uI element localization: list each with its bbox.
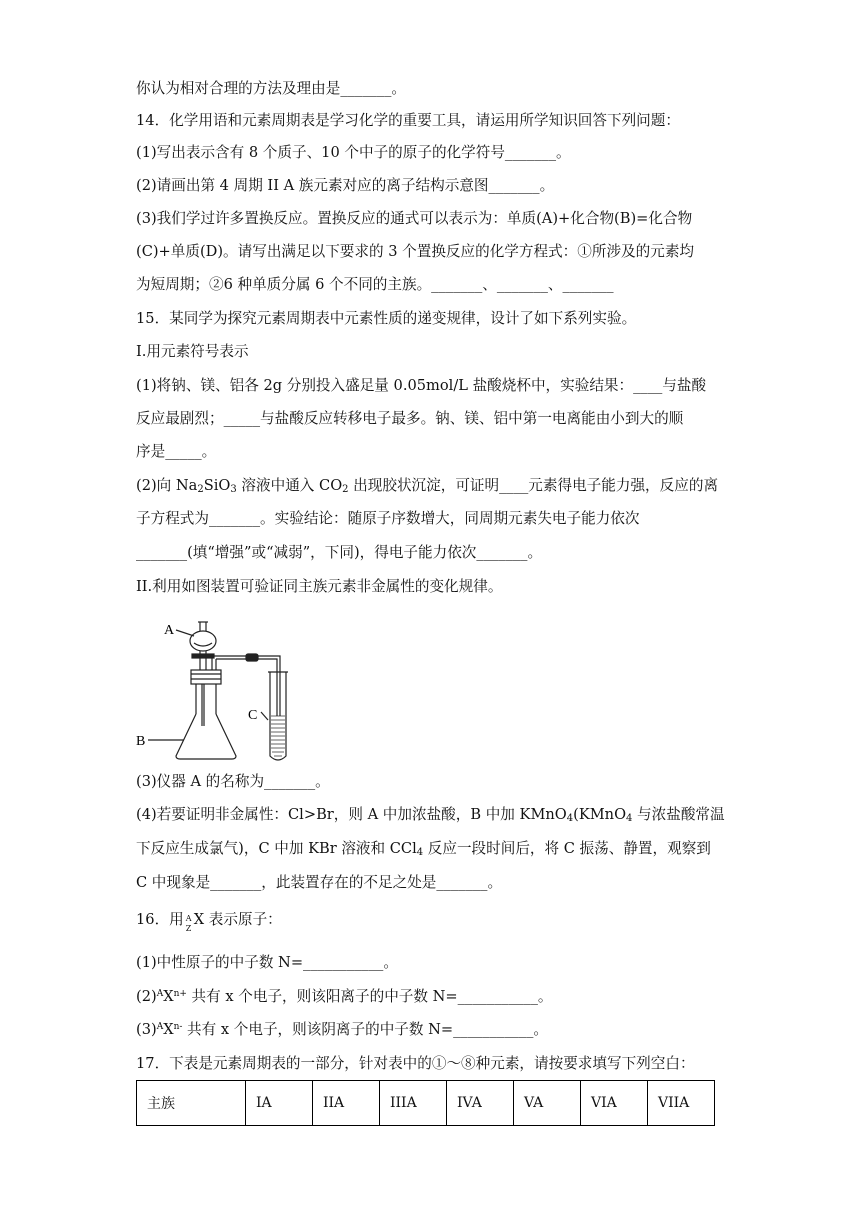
question-16: 16．用 A Z X 表示原子： xyxy=(136,911,282,933)
table-header-cell: VA xyxy=(514,1081,581,1126)
question-15-part-2: _______(填“增强”或“减弱”，下同)，得电子能力依次_______。 xyxy=(136,544,543,561)
question-16-part-2: $(2)^AX^{n+}$ 共有 x 个电子，则该阳离子的中子数 N=___________。 xyxy=(136,988,553,1005)
nuclide-notation: A Z xyxy=(185,914,192,933)
question-14-part-1: (1)写出表示含有 8 个质子、10 个中子的原子的化学符号_______。 xyxy=(136,144,571,161)
label-a: A xyxy=(164,623,175,638)
question-15-part-4: (4)若要证明非金属性：Cl>Br，则 A 中加浓盐酸，B 中加 KMnO$_4$(KMnO$_4$ 与浓盐酸常温 xyxy=(136,806,725,824)
table-header-cell: IIA xyxy=(313,1081,380,1126)
periodic-table-fragment xyxy=(136,1080,715,1126)
table-header-cell: 主族 xyxy=(137,1081,246,1126)
question-15-section-I: I.用元素符号表示 xyxy=(136,343,249,360)
label-c: C xyxy=(248,708,258,723)
question-15-part-1: 序是_____。 xyxy=(136,443,217,460)
label-b: B xyxy=(136,734,146,749)
table-header-cell: IIIA xyxy=(380,1081,447,1126)
question-15: 15．某同学为探究元素周期表中元素性质的递变规律，设计了如下系列实验。 xyxy=(136,310,637,327)
question-17: 17．下表是元素周期表的一部分，针对表中的①～⑧种元素，请按要求填写下列空白： xyxy=(136,1055,695,1072)
question-14-part-2: (2)请画出第 4 周期 II A 族元素对应的离子结构示意图_______。 xyxy=(136,177,555,194)
question-15-part-4: C 中现象是_______，此装置存在的不足之处是_______。 xyxy=(136,874,503,891)
table-header-cell: VIA xyxy=(581,1081,648,1126)
question-16-part-1: (1)中性原子的中子数 N=___________。 xyxy=(136,954,398,971)
table-header-cell: IA xyxy=(246,1081,313,1126)
text-line: 你认为相对合理的方法及理由是_______。 xyxy=(136,80,406,97)
table-header-cell: IVA xyxy=(447,1081,514,1126)
question-15-section-II: II.利用如图装置可验证同主族元素非金属性的变化规律。 xyxy=(136,578,503,595)
apparatus-diagram xyxy=(136,616,336,766)
question-14-part-3: (C)+单质(D)。请写出满足以下要求的 3 个置换反应的化学方程式：①所涉及的元素均 xyxy=(136,243,695,260)
question-15-part-1: 反应最剧烈；_____与盐酸反应转移电子最多。钠、镁、铝中第一电离能由小到大的顺 xyxy=(136,410,684,427)
table-row xyxy=(137,1081,715,1126)
question-15-part-3: (3)仪器 A 的名称为_______。 xyxy=(136,773,330,790)
table-header-cell: VIIA xyxy=(648,1081,715,1126)
question-16-part-3: $(3)^AX^{n-}$ 共有 x 个电子，则该阴离子的中子数 N=___________。 xyxy=(136,1021,548,1038)
question-14-part-3: 为短周期；②6 种单质分属 6 个不同的主族。_______、_______、_______ xyxy=(136,276,614,293)
question-15-part-2: (2)向 $Na_2SiO_3$ 溶液中通入 $CO_2$ 出现胶状沉淀，可证明____元素得电子能力强，反应的离 xyxy=(136,477,719,495)
question-15-part-2: 子方程式为_______。实验结论：随原子序数增大，同周期元素失电子能力依次 xyxy=(136,510,640,527)
question-15-part-4: 下反应生成氯气)，C 中加 KBr 溶液和 CCl$_4$ 反应一段时间后，将 C 振荡、静置，观察到 xyxy=(136,840,711,858)
question-14: 14．化学用语和元素周期表是学习化学的重要工具，请运用所学知识回答下列问题： xyxy=(136,112,680,129)
question-15-part-1: (1)将钠、镁、铝各 2g 分别投入盛足量 0.05mol/L 盐酸烧杯中，实验结果：____与盐酸 xyxy=(136,377,707,394)
question-14-part-3: (3)我们学过许多置换反应。置换反应的通式可以表示为：单质(A)+化合物(B)=化合物 xyxy=(136,210,693,227)
